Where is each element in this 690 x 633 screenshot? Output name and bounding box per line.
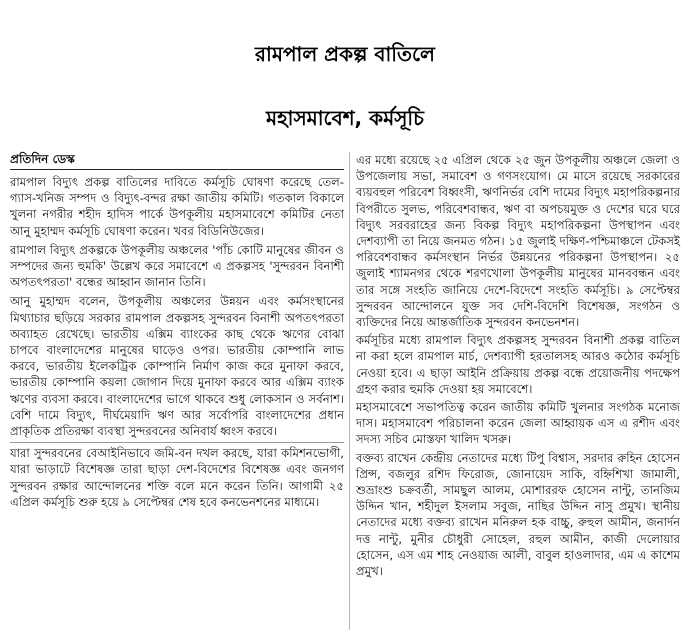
article-column-right bbox=[356, 152, 680, 581]
article-paragraph: মহাসমাবেশে সভাপতিত্ব করেন জাতীয় কমিটি খুলনার সংগঠক মনোজ দাস। মহাসমাবেশ পরিচালনা করেন জেলা আহ্বায়ক এস এ রশীদ এবং সদস্য সচিব মোস্তফা খালিদ খসরু। bbox=[356, 400, 680, 447]
headline-line-2: মহাসমাবেশ, কর্মসূচি bbox=[266, 106, 424, 130]
article-paragraph: রামপাল বিদ্যুৎ প্রকল্প বাতিলের দাবিতে কর্মসূচি ঘোষণা করেছে তেল-গ্যাস-খনিজ সম্পদ ও বিদ্যুৎ-বন্দর রক্ষা জাতীয় কমিটি। গতকাল বিকালে খুলনা নগরীর শহীদ হাদিস পার্কে উপকূলীয় মহাসমাবেশে কমিটির নেতা আনু মুহাম্মদ কর্মসূচি ঘোষণা করেন। খবর বিডিনিউজের। bbox=[10, 175, 344, 238]
article-paragraph: আনু মুহাম্মদ বলেন, উপকূলীয় অঞ্চলের উন্নয়ন এবং কর্মসংস্থানের মিথ্যাচার ছড়িয়ে সরকার রামপাল প্রকল্পসহ সুন্দরবন বিনাশী অপতৎপরতা অব্যাহত রেখেছে। ভারতীয় এক্সিম ব্যাংকের কাছ থেকে ঋণের বোঝা চাপবে বাংলাদেশের মানুষের ঘাড়েও ওপর। ভারতীয় কোম্পানি লাভ করবে, ভারতীয় ইলেকট্রিক কোম্পানি নির্মাণ কাজ করে মুনাফা করবে, ভারতীয় কোম্পানি কয়লা জোগান দিয়ে মুনাফা করবে আর এক্সিম ব্যাংক ঋণের ব্যবসা করবে। বাংলাদেশের ভাগে থাকবে শুধু লোকসান ও সর্বনাশ। বেশি দামে বিদ্যুৎ, দীর্ঘমেয়াদি ঋণ আর সর্বোপরি বাংলাদেশের প্রধান প্রাকৃতিক প্রতিরক্ষা ব্যবস্থা সুন্দরবনের অনিবার্য ধ্বংস করবে। bbox=[10, 294, 344, 439]
article-paragraph: এর মধ্যে রয়েছে ২৫ এপ্রিল থেকে ২৫ জুন উপকূলীয় অঞ্চলে জেলা ও উপজেলায় সভা, সমাবেশ ও গণসংযোগ। মে মাসে রয়েছে সরকারের ব্যয়বহুল পরিবেশ বিধ্বংসী, ঋণনির্ভর বেশি দামের বিদ্যুৎ মহাপরিকল্পনার বিপরীতে সুলভ, পরিবেশবান্ধব, ঋণ বা অপচয়মুক্ত ও দেশের ঘরে ঘরে বিদ্যুৎ সরবরাহের জন্য বিকল্প বিদ্যুৎ মহাপরিকল্পনা উপস্থাপন এবং দেশব্যাপী তা নিয়ে জনমত গঠন। ১৫ জুলাই দক্ষিণ-পশ্চিমাঞ্চলে টেকসই পরিবেশবান্ধব কর্মসংস্থান নির্ভর উন্নয়নের পরিকল্পনা উপস্থাপন। ২৫ জুলাই শ্যামনগর থেকে শরণখোলা উপকূলীয় মানুষের মানববন্ধন এবং তার সঙ্গে সংহতি জানিয়ে দেশে-বিদেশে সংহতি কর্মসূচি। ৯ সেপ্টেম্বর সুন্দরবন আন্দোলনে যুক্ত সব দেশি-বিদেশি বিশেষজ্ঞ, সংগঠন ও ব্যক্তিদের নিয়ে আন্তর্জাতিক সুন্দরবন কনভেনশন। bbox=[356, 153, 680, 330]
headline bbox=[0, 0, 690, 150]
article-paragraph: বক্তব্য রাখেন কেন্দ্রীয় নেতাদের মধ্যে টিপু বিশ্বাস, সরদার রুহিন হোসেন প্রিন্স, বজলুর রশিদ ফিরোজ, জোনায়েদ সাকি, বহ্নিশিখা জামালী, শুভ্রাংশু চক্রবর্তী, সামছুল আলম, মোশাররফ হোসেন নান্টু, তানজিম উদ্দিন খান, শহীদুল ইসলাম সবুজ, নাছির উদ্দিন নাসু প্রমুখ। স্থানীয় নেতাদের মধ্যে বক্তব্য রাখেন মনিরুল হক বাচ্চু, রুহুল আমীন, জনার্দন দত্ত নান্টু, মুনীর চৌধুরী সোহেল, রহুল আমীন, কাজী দেলোয়ার হোসেন, এস এম শাহ নেওয়াজ আলী, বাবুল হাওলাদার, এম এ কাশেম প্রমুখ। bbox=[356, 450, 680, 579]
article-paragraph: যারা সুন্দরবনের বেআইনিভাবে জমি-বন দখল করছে, যারা কমিশনভোগী, যারা ভাড়াটে বিশেষজ্ঞ তারা ছাড়া দেশ-বিদেশের বিশেষজ্ঞ এবং জনগণ সুন্দরবন রক্ষার আন্দোলনের শক্তি বলে মনে করেন তিনি। আগামী ২৫ এপ্রিল কর্মসূচি শুরু হয়ে ৯ সেপ্টেম্বর শেষ হবে কনভেনশনের মাধ্যমে। bbox=[10, 442, 344, 510]
article-column-left bbox=[10, 151, 344, 513]
article-paragraph: রামপাল বিদ্যুৎ প্রকল্পকে উপকূলীয় অঞ্চলের 'পাঁচ কোটি মানুষের জীবন ও সম্পদের জন্য হুমকি' উল্লেখ করে সমাবেশে এ প্রকল্পসহ 'সুন্দরবন বিনাশী অপতৎপরতা' বন্ধের আহ্বান জানান তিনি। bbox=[10, 242, 344, 290]
article-paragraph: কর্মসূচির মধ্যে রামপাল বিদ্যুৎ প্রকল্পসহ সুন্দরবন বিনাশী প্রকল্প বাতিল না করা হলে রামপাল মার্চ, দেশব্যাপী হরতালসহ আরও কঠোর কর্মসূচি নেওয়া হবে। এ ছাড়া আইনি প্রক্রিয়ায় প্রকল্প বন্ধে প্রয়োজনীয় পদক্ষেপ গ্রহণ করার হুমকি দেওয়া হয় সমাবেশে। bbox=[356, 333, 680, 396]
byline: প্রতিদিন ডেস্ক bbox=[10, 151, 344, 170]
column-divider bbox=[349, 152, 350, 630]
headline-line-1: রামপাল প্রকল্প বাতিলে bbox=[255, 42, 435, 66]
